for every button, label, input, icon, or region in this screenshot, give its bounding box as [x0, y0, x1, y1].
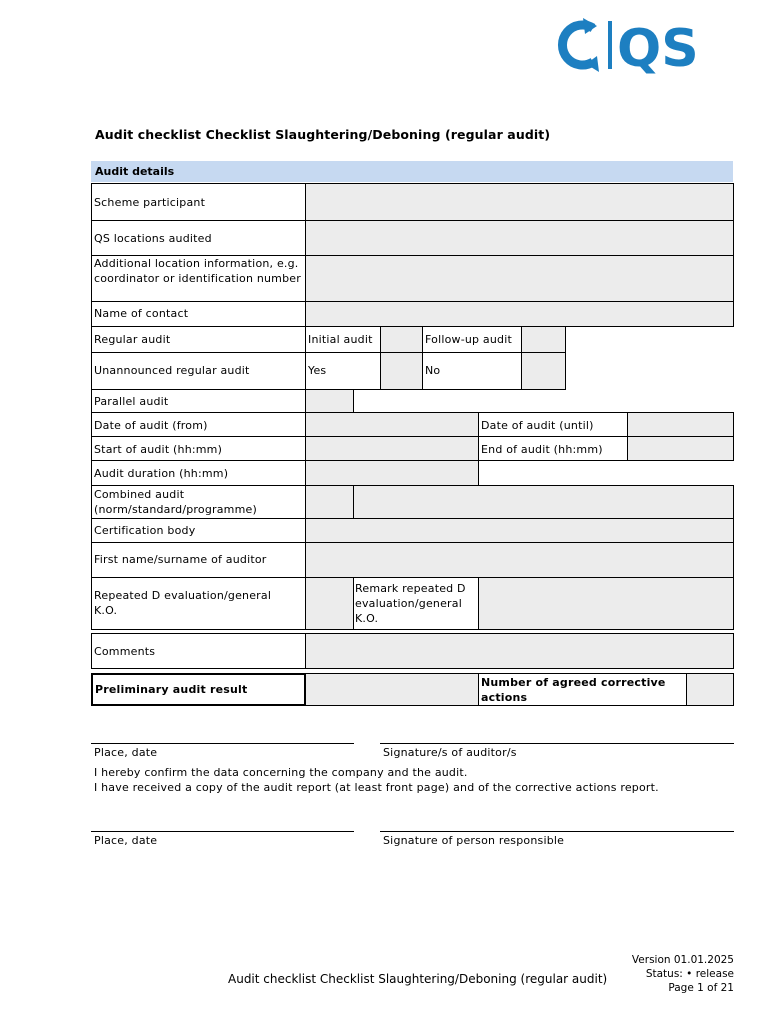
label-unannounced: Unannounced regular audit	[94, 364, 250, 377]
remark-repeated-d-field[interactable]	[478, 577, 734, 630]
name-of-contact-field[interactable]	[305, 301, 734, 327]
auditor-name-field[interactable]	[305, 542, 734, 578]
qs-logo-icon	[553, 16, 735, 74]
preliminary-result-field[interactable]	[305, 673, 479, 706]
label-initial-audit: Initial audit	[308, 333, 373, 346]
logo-text: QS	[617, 19, 699, 74]
confirm-text-1: I hereby confirm the data concerning the company and the audit.	[94, 766, 468, 779]
label-qs-locations: QS locations audited	[94, 232, 212, 245]
label-repeated-d: Repeated D evaluation/general K.O.	[94, 589, 272, 617]
certification-body-field[interactable]	[305, 518, 734, 543]
parallel-audit-checkbox[interactable]	[305, 389, 354, 413]
document-title: Audit checklist Checklist Slaughtering/Deboning (regular audit)	[95, 127, 551, 142]
label-agreed-corrective: Number of agreed corrective actions	[481, 676, 666, 704]
label-signature-responsible: Signature of person responsible	[383, 834, 565, 847]
signature-line	[380, 743, 734, 744]
label-follow-up-audit: Follow-up audit	[425, 333, 512, 346]
label-regular-audit: Regular audit	[94, 333, 171, 346]
label-date-from: Date of audit (from)	[94, 419, 208, 432]
label-place-date: Place, date	[94, 834, 158, 847]
label-preliminary-result: Preliminary audit result	[95, 683, 248, 696]
label-date-until: Date of audit (until)	[481, 419, 594, 432]
repeated-d-checkbox[interactable]	[305, 577, 354, 630]
additional-location-field[interactable]	[305, 255, 734, 302]
signature-line	[91, 743, 354, 744]
initial-audit-checkbox[interactable]	[380, 326, 423, 353]
status-text: Status: • release	[645, 968, 734, 980]
confirm-text-2: I have received a copy of the audit report (at least front page) and of the corrective actions report.	[94, 781, 659, 794]
yes-checkbox[interactable]	[380, 352, 423, 390]
comments-field[interactable]	[305, 633, 734, 669]
label-place-date: Place, date	[94, 746, 158, 759]
follow-up-audit-checkbox[interactable]	[521, 326, 566, 353]
label-combined-audit: Combined audit (norm/standard/programme)	[94, 488, 257, 516]
date-until-field[interactable]	[627, 412, 734, 437]
label-yes: Yes	[308, 364, 327, 377]
label-auditor-name: First name/surname of auditor	[94, 553, 267, 566]
label-scheme-participant: Scheme participant	[94, 196, 206, 209]
duration-field[interactable]	[305, 460, 479, 486]
label-remark-repeated-d: Remark repeated D evaluation/general K.O.	[355, 582, 466, 625]
label-name-of-contact: Name of contact	[94, 307, 189, 320]
label-certification-body: Certification body	[94, 524, 196, 537]
version-info	[632, 953, 734, 995]
start-of-audit-field[interactable]	[305, 436, 479, 461]
qs-locations-field[interactable]	[305, 220, 734, 256]
label-comments: Comments	[94, 645, 156, 658]
scheme-participant-field[interactable]	[305, 183, 734, 221]
label-start-of-audit: Start of audit (hh:mm)	[94, 443, 223, 456]
no-checkbox[interactable]	[521, 352, 566, 390]
qs-logo	[553, 16, 735, 74]
signature-line	[91, 831, 354, 832]
label-signature-auditor: Signature/s of auditor/s	[383, 746, 517, 759]
date-from-field[interactable]	[305, 412, 479, 437]
page-number: Page 1 of 21	[668, 982, 734, 994]
label-end-of-audit: End of audit (hh:mm)	[481, 443, 603, 456]
combined-audit-checkbox[interactable]	[305, 485, 354, 519]
label-parallel-audit: Parallel audit	[94, 395, 169, 408]
version-text: Version 01.01.2025	[631, 954, 734, 966]
combined-audit-field[interactable]	[353, 485, 734, 519]
label-additional-location: Additional location information, e.g. coordinator or identification number	[94, 257, 301, 285]
label-no: No	[425, 364, 441, 377]
signature-line	[380, 831, 734, 832]
footer-title: Audit checklist Checklist Slaughtering/Deboning (regular audit)	[228, 972, 608, 986]
section-header-audit-details: Audit details	[91, 161, 733, 182]
end-of-audit-field[interactable]	[627, 436, 734, 461]
agreed-corrective-field[interactable]	[686, 673, 734, 706]
label-duration: Audit duration (hh:mm)	[94, 467, 229, 480]
